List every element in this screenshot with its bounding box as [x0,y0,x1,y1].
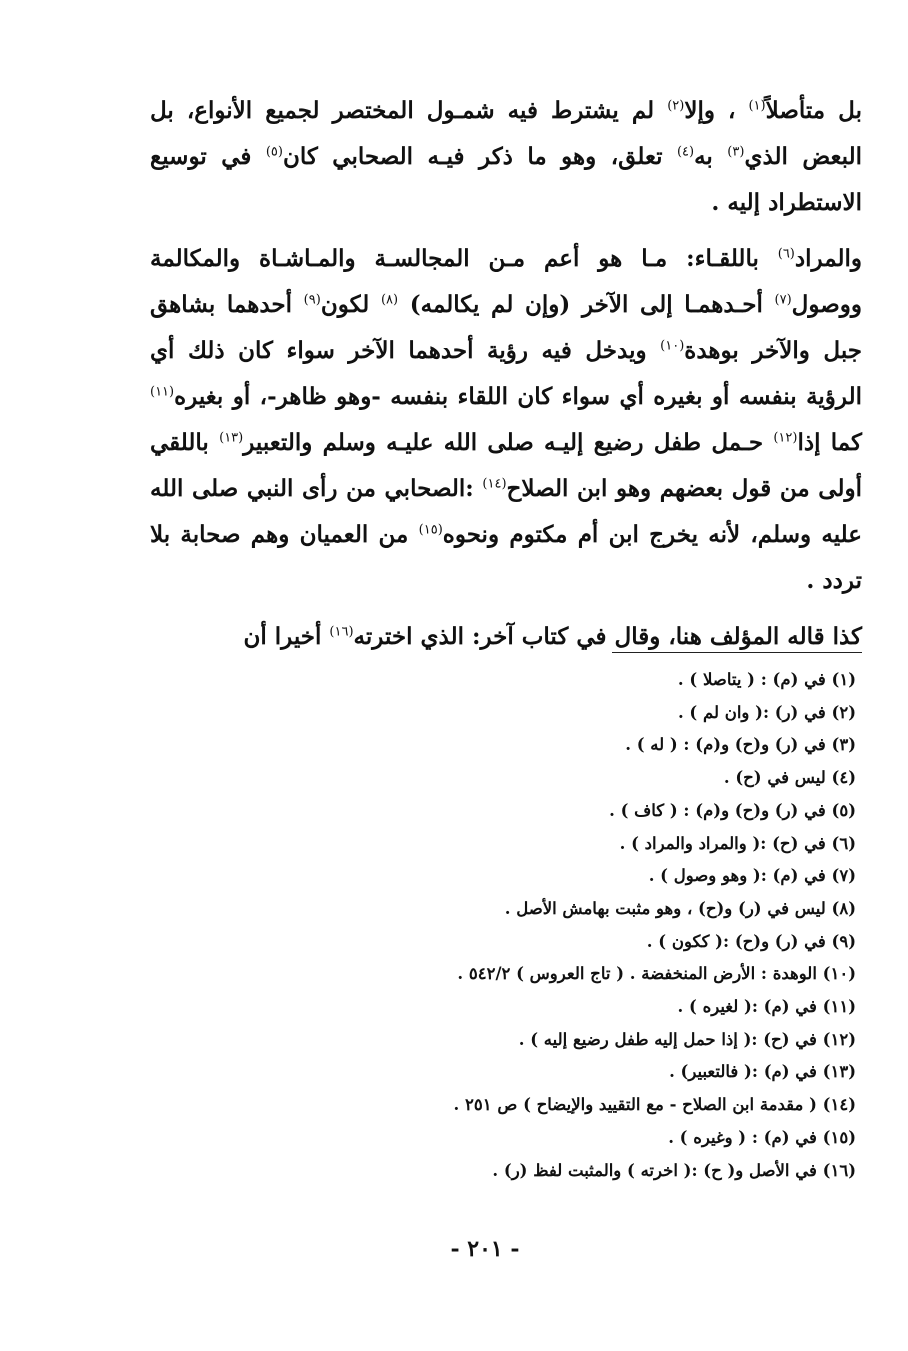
text-run: ويدخل فيه رؤية أحدهما الآخر سواء كان ذلك أي الرؤية بنفسه أو بغيره أي سواء كان اللقاء بنفسه -وهو ظاهر-، أو بغيره [150,337,862,410]
text-run: أخيرا أن [243,623,330,650]
footnote-12: (١٢) في (ح) :( إذا حمل إليه طفل رضيع إليه ) . [518,1029,856,1049]
footnote-marker: (١٤) [482,476,507,492]
text-run: باللقـاء: مـا هو أعم مـن المجالسـة والمـاشـاة والمكالمة ووصول [150,245,862,318]
footnote-14: (١٤) ( مقدمة ابن الصلاح - مع التقييد والإيضاح ) ص ٢٥١ . [453,1095,856,1115]
paragraph-1 [150,88,862,226]
page-number: - ٢٠١ - [450,1236,520,1262]
footnote-marker: (٥) [265,144,283,160]
text-run: كما إذا [797,429,862,456]
footnote-4: (٤) ليس في (ح) . [723,768,856,788]
footnote-13: (١٣) في (م) :( فالتعبير) . [669,1062,856,1082]
footnote-5: (٥) في (ر) و(ح) و(م) : ( كاف ) . [609,800,856,820]
text-run: بل متأصلاً [765,97,862,124]
footnote-16: (١٦) في الأصل و( ح) :( اخرته ) والمثبت لفظ (ر) . [492,1160,856,1180]
footnote-marker: (٧) [774,292,792,308]
text-run: ، وإلا [684,97,749,124]
text-run: أحدهما بشاهق جبل والآخر بوهدة [150,291,862,364]
footnote-2: (٢) في (ر) :( وان لم ) . [677,702,856,722]
text-run: به [694,143,728,170]
text-run: لم يشترط فيه شمـول المختصر لجميع الأنواع، بل البعض الذي [150,97,862,170]
footnote-marker: (٤) [676,144,695,160]
footnote-marker: (٣) [727,144,745,160]
footnote-6: (٦) في (ح) :( والمراد والمراد ) . [619,833,856,853]
footnote-3: (٣) في (ر) و(ح) و(م) : ( له ) . [625,735,856,755]
paragraph-2 [150,236,862,604]
footnote-marker: (١٥) [418,522,443,538]
footnote-marker: (٨) [380,292,399,308]
text-run: والمراد [794,245,862,272]
footnote-marker: (١٦) [329,624,354,640]
footnote-11: (١١) في (م) :( لغيره ) . [677,997,856,1017]
footnotes [150,664,862,1187]
footnote-marker: (١٠) [660,338,685,354]
footnote-marker: (١٣) [219,430,244,446]
text-run: كذا قاله المؤلف هنا، وقال في كتاب آخر: الذي اخترته [353,623,862,650]
text-run: حـمل طفل رضيع إليـه صلى الله عليـه وسلم والتعبير [243,429,774,456]
footnote-marker: (٩) [303,292,321,308]
footnote-7: (٧) في (م) :( وهو وصول ) . [648,866,856,886]
text-run: لكون [320,291,381,318]
paragraph-3 [150,614,862,660]
footnote-1: (١) في (م) : ( يتاصلا ) . [677,670,856,689]
text-run: باللقي أولى من قول بعضهم وهو ابن الصلاح [150,429,862,502]
footnote-marker: (٦) [777,246,795,262]
text-run: :الصحابي من رأى النبي صلى الله عليه وسلم، لأنه يخرج ابن أم مكتوم ونحوه [150,475,862,548]
footnote-8: (٨) ليس في (ر) و(ح) ، وهو مثبت بهامش الأصل . [504,898,856,918]
footnote-marker: (١١) [150,384,175,400]
footnote-9: (٩) في (ر) و(ح) :( ككون ) . [646,931,856,951]
text-run: من العميان وهم صحابة بلا تردد . [150,521,862,594]
main-text [150,88,862,670]
footnote-marker: (١٢) [773,430,798,446]
footnote-marker: (١) [748,98,766,114]
text-run: تعلق، وهو ما ذكر فيـه الصحابي كان [282,143,677,170]
text-run: في توسيع الاستطراد إليه . [150,143,862,216]
footnote-divider [612,652,862,653]
text-run: أحـدهمـا إلى الآخر (وإن لم يكالمه) [398,291,775,318]
footnote-marker: (٢) [667,98,685,114]
footnote-10: (١٠) الوهدة : الأرض المنخفضة . ( تاج العروس ) ٥٤٢/٢ . [457,964,856,984]
footnote-15: (١٥) في (م) : ( وغيره ) . [668,1127,856,1147]
